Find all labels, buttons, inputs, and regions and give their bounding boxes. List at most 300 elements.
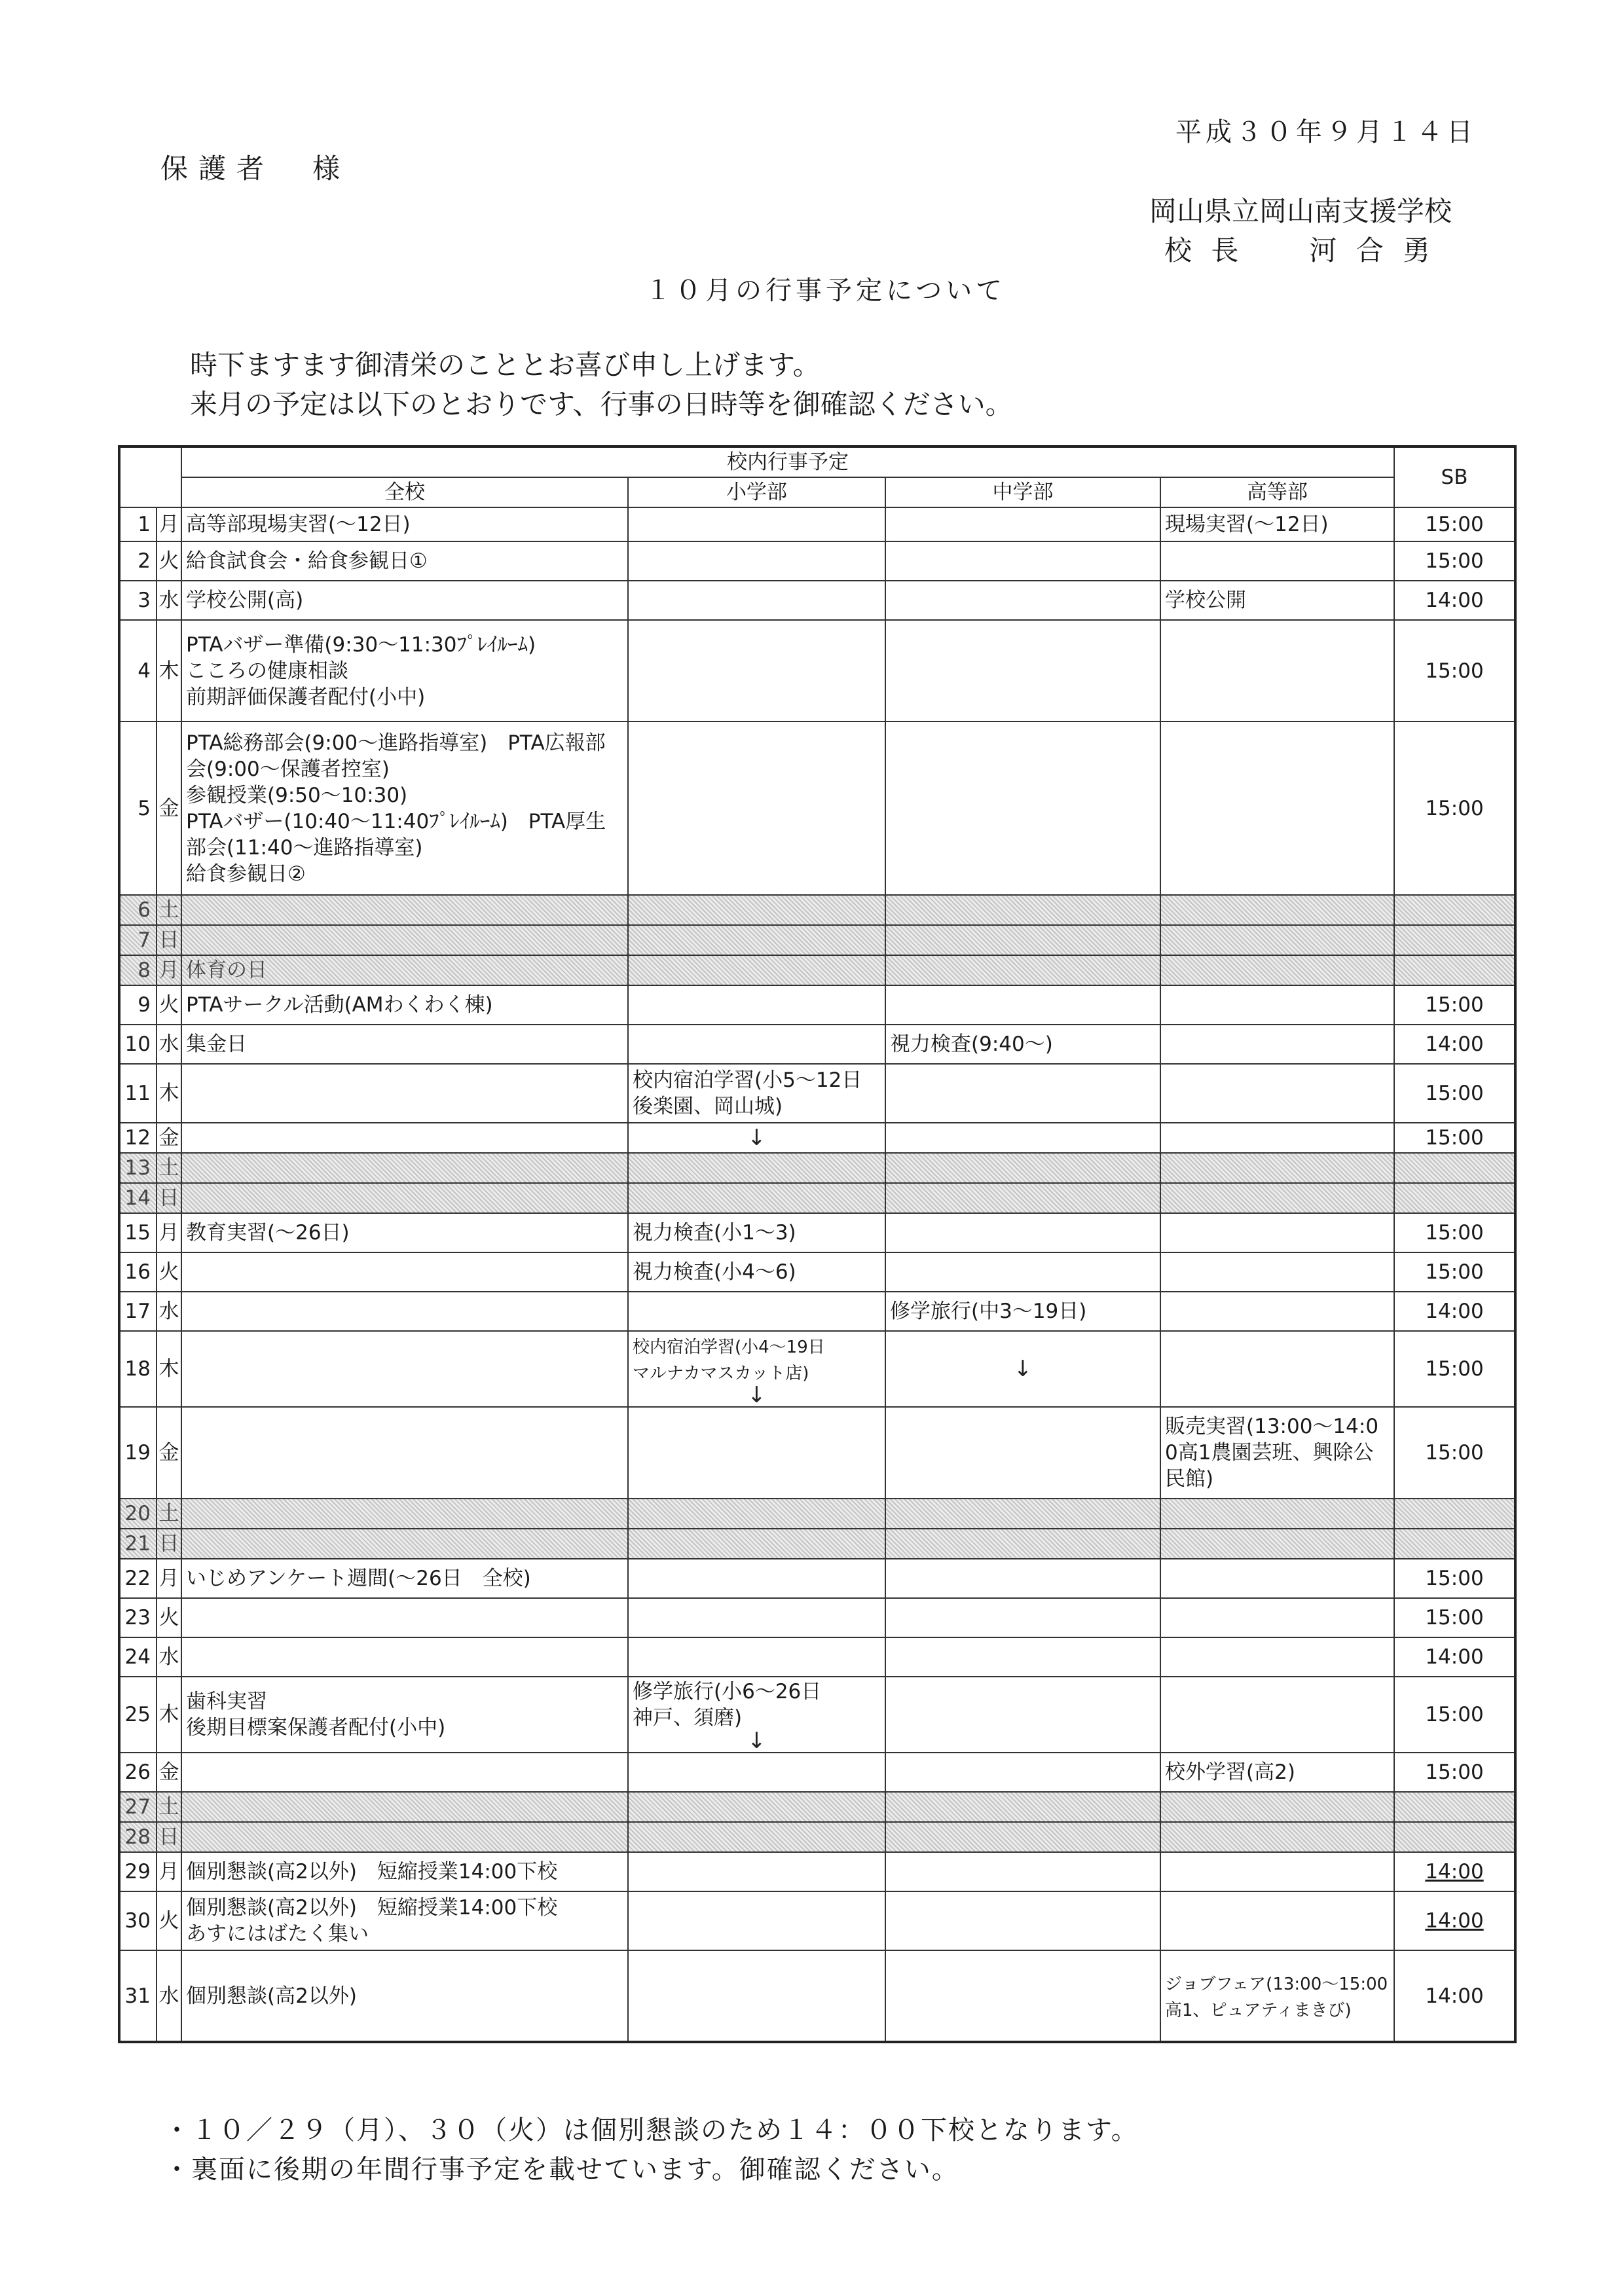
continuation-arrow-icon: ↓ bbox=[747, 1382, 766, 1407]
day-cell-text: 9 bbox=[138, 993, 151, 1017]
high-school-cell bbox=[1160, 1950, 1394, 2042]
junior-cell bbox=[885, 1331, 1160, 1407]
elementary-cell bbox=[628, 1213, 885, 1252]
day-cell bbox=[119, 1499, 157, 1529]
table-row bbox=[119, 1792, 1515, 1822]
sb-cell bbox=[1394, 721, 1515, 895]
sb-cell bbox=[1394, 1822, 1515, 1852]
elementary-cell bbox=[628, 1822, 885, 1852]
day-cell bbox=[119, 1407, 157, 1499]
sb-cell-text: 15:00 bbox=[1425, 1260, 1484, 1284]
sb-cell-text: 15:00 bbox=[1425, 1126, 1484, 1150]
day-cell-text: 14 bbox=[124, 1186, 151, 1210]
all-school-cell bbox=[181, 581, 628, 620]
all-school-cell bbox=[181, 1499, 628, 1529]
table-row bbox=[119, 1025, 1515, 1064]
day-cell-text: 22 bbox=[124, 1567, 151, 1590]
day-cell-text: 18 bbox=[124, 1357, 151, 1381]
junior-cell bbox=[885, 541, 1160, 581]
weekday-cell-text: 金 bbox=[158, 1760, 179, 1784]
day-cell-text: 1 bbox=[138, 513, 151, 536]
table-row bbox=[119, 1677, 1515, 1753]
sb-cell bbox=[1394, 1064, 1515, 1123]
weekday-cell bbox=[157, 1153, 181, 1183]
weekday-cell bbox=[157, 1292, 181, 1331]
day-cell bbox=[119, 620, 157, 721]
sb-cell-text: 15:00 bbox=[1425, 1221, 1484, 1245]
all-school-cell bbox=[181, 541, 628, 581]
sb-cell bbox=[1394, 1252, 1515, 1292]
elementary-cell bbox=[628, 1499, 885, 1529]
weekday-cell bbox=[157, 1407, 181, 1499]
high-school-cell-text: 現場実習(～12日) bbox=[1165, 513, 1329, 536]
sb-cell-text: 15:00 bbox=[1425, 1760, 1484, 1784]
junior-cell bbox=[885, 1852, 1160, 1891]
all-school-cell bbox=[181, 507, 628, 541]
elementary-cell bbox=[628, 1950, 885, 2042]
day-cell bbox=[119, 895, 157, 925]
day-cell-text: 24 bbox=[124, 1645, 151, 1669]
all-school-cell bbox=[181, 1792, 628, 1822]
day-cell-text: 12 bbox=[124, 1126, 151, 1150]
junior-cell bbox=[885, 985, 1160, 1025]
table-row bbox=[119, 507, 1515, 541]
weekday-cell bbox=[157, 895, 181, 925]
junior-cell bbox=[885, 1822, 1160, 1852]
weekday-cell-text: 月 bbox=[158, 1221, 179, 1245]
day-cell bbox=[119, 1559, 157, 1598]
day-cell bbox=[119, 1292, 157, 1331]
high-school-cell bbox=[1160, 620, 1394, 721]
table-row bbox=[119, 1064, 1515, 1123]
high-school-cell-text: 学校公開 bbox=[1165, 589, 1246, 612]
high-school-cell bbox=[1160, 985, 1394, 1025]
schedule-table bbox=[118, 445, 1517, 2043]
weekday-cell bbox=[157, 507, 181, 541]
junior-cell bbox=[885, 1677, 1160, 1753]
table-row bbox=[119, 1499, 1515, 1529]
sb-cell bbox=[1394, 1559, 1515, 1598]
sb-cell bbox=[1394, 1183, 1515, 1213]
high-school-cell bbox=[1160, 1677, 1394, 1753]
weekday-cell-text: 月 bbox=[158, 513, 179, 536]
high-school-cell bbox=[1160, 1123, 1394, 1153]
weekday-cell bbox=[157, 1529, 181, 1559]
weekday-cell-text: 火 bbox=[158, 549, 179, 573]
sb-cell-text: 14:00 bbox=[1425, 1984, 1484, 2008]
high-school-cell bbox=[1160, 955, 1394, 985]
junior-cell bbox=[885, 1064, 1160, 1123]
all-school-cell bbox=[181, 1064, 628, 1123]
continuation-arrow-icon: ↓ bbox=[1013, 1356, 1033, 1382]
high-school-cell bbox=[1160, 1252, 1394, 1292]
header-elementary: 小学部 bbox=[628, 477, 885, 507]
weekday-cell-text: 金 bbox=[158, 1441, 179, 1465]
sb-cell bbox=[1394, 985, 1515, 1025]
day-cell-text: 20 bbox=[124, 1502, 151, 1525]
sb-cell-text: 15:00 bbox=[1425, 513, 1484, 536]
table-row bbox=[119, 620, 1515, 721]
junior-cell bbox=[885, 895, 1160, 925]
table-row bbox=[119, 1331, 1515, 1407]
elementary-cell-text: 校内宿泊学習(小4～19日 マルナカマスカット店) bbox=[633, 1338, 825, 1383]
sb-cell-text: 15:00 bbox=[1425, 1567, 1484, 1590]
junior-cell bbox=[885, 1499, 1160, 1529]
sb-cell-text: 15:00 bbox=[1425, 993, 1484, 1017]
weekday-cell-text: 水 bbox=[158, 1300, 179, 1323]
high-school-cell bbox=[1160, 1292, 1394, 1331]
weekday-cell bbox=[157, 1891, 181, 1950]
elementary-cell-text: 視力検査(小4～6) bbox=[633, 1260, 796, 1284]
all-school-cell bbox=[181, 1950, 628, 2042]
sb-cell bbox=[1394, 955, 1515, 985]
table-row bbox=[119, 1891, 1515, 1950]
weekday-cell bbox=[157, 1822, 181, 1852]
sb-cell bbox=[1394, 1499, 1515, 1529]
weekday-cell bbox=[157, 925, 181, 955]
all-school-cell bbox=[181, 1891, 628, 1950]
all-school-cell bbox=[181, 620, 628, 721]
elementary-cell bbox=[628, 1753, 885, 1792]
note-1: ・１０／２９（月）、３０（火）は個別懇談のため１４：００下校となります。 bbox=[164, 2115, 1139, 2145]
day-cell-text: 26 bbox=[124, 1760, 151, 1784]
elementary-cell bbox=[628, 925, 885, 955]
elementary-cell bbox=[628, 1025, 885, 1064]
junior-cell bbox=[885, 1559, 1160, 1598]
day-cell bbox=[119, 1753, 157, 1792]
day-cell-text: 8 bbox=[138, 958, 151, 982]
header-group: 校内行事予定 bbox=[181, 446, 1394, 477]
weekday-cell-text: 月 bbox=[158, 1567, 179, 1590]
high-school-cell bbox=[1160, 1792, 1394, 1822]
junior-cell bbox=[885, 721, 1160, 895]
all-school-cell-text: 集金日 bbox=[186, 1032, 247, 1056]
weekday-cell-text: 月 bbox=[158, 958, 179, 982]
header-high: 高等部 bbox=[1160, 477, 1394, 507]
weekday-cell bbox=[157, 1852, 181, 1891]
day-cell bbox=[119, 1252, 157, 1292]
junior-cell bbox=[885, 1637, 1160, 1677]
sb-cell bbox=[1394, 1891, 1515, 1950]
sb-cell-text: 14:00 bbox=[1425, 1032, 1484, 1056]
all-school-cell-text: 給食試食会・給食参観日① bbox=[186, 549, 428, 573]
day-cell bbox=[119, 1153, 157, 1183]
elementary-cell bbox=[628, 1677, 885, 1753]
day-cell-text: 25 bbox=[124, 1703, 151, 1726]
elementary-cell bbox=[628, 1123, 885, 1153]
table-row bbox=[119, 1292, 1515, 1331]
all-school-cell bbox=[181, 1822, 628, 1852]
elementary-cell bbox=[628, 1252, 885, 1292]
day-cell bbox=[119, 1025, 157, 1064]
weekday-cell bbox=[157, 1598, 181, 1637]
day-cell-text: 23 bbox=[124, 1606, 151, 1630]
weekday-cell bbox=[157, 620, 181, 721]
sb-cell bbox=[1394, 895, 1515, 925]
weekday-cell bbox=[157, 985, 181, 1025]
all-school-cell bbox=[181, 1637, 628, 1677]
all-school-cell bbox=[181, 1213, 628, 1252]
all-school-cell bbox=[181, 1153, 628, 1183]
weekday-cell-text: 日 bbox=[158, 928, 179, 952]
table-row bbox=[119, 1598, 1515, 1637]
elementary-cell bbox=[628, 895, 885, 925]
weekday-cell bbox=[157, 1025, 181, 1064]
weekday-cell bbox=[157, 1213, 181, 1252]
day-cell bbox=[119, 1637, 157, 1677]
greeting-line-2: 来月の予定は以下のとおりです、行事の日時等を御確認ください。 bbox=[190, 388, 1013, 420]
sb-cell-text: 15:00 bbox=[1425, 1441, 1484, 1465]
day-cell bbox=[119, 1891, 157, 1950]
continuation-arrow-icon: ↓ bbox=[747, 1125, 766, 1151]
table-row bbox=[119, 1407, 1515, 1499]
weekday-cell-text: 土 bbox=[158, 1502, 179, 1525]
weekday-cell bbox=[157, 581, 181, 620]
weekday-cell bbox=[157, 1559, 181, 1598]
all-school-cell-text: 歯科実習 後期目標案保護者配付(小中) bbox=[186, 1690, 446, 1740]
day-cell bbox=[119, 1598, 157, 1637]
weekday-cell-text: 木 bbox=[158, 659, 179, 683]
high-school-cell bbox=[1160, 895, 1394, 925]
elementary-cell bbox=[628, 1183, 885, 1213]
junior-cell bbox=[885, 1213, 1160, 1252]
weekday-cell bbox=[157, 1252, 181, 1292]
elementary-cell bbox=[628, 1559, 885, 1598]
day-cell-text: 30 bbox=[124, 1909, 151, 1933]
sb-cell bbox=[1394, 1792, 1515, 1822]
note-2: ・裏面に後期の年間行事予定を載せています。御確認ください。 bbox=[164, 2155, 959, 2185]
high-school-cell bbox=[1160, 1852, 1394, 1891]
day-cell bbox=[119, 1064, 157, 1123]
weekday-cell bbox=[157, 1331, 181, 1407]
high-school-cell bbox=[1160, 1213, 1394, 1252]
table-row bbox=[119, 1950, 1515, 2042]
weekday-cell-text: 木 bbox=[158, 1082, 179, 1105]
sb-cell bbox=[1394, 1213, 1515, 1252]
day-cell-text: 15 bbox=[124, 1221, 151, 1245]
sb-cell bbox=[1394, 1598, 1515, 1637]
elementary-cell bbox=[628, 1891, 885, 1950]
day-cell bbox=[119, 1852, 157, 1891]
all-school-cell-text: 学校公開(高) bbox=[186, 589, 304, 612]
sb-cell bbox=[1394, 1753, 1515, 1792]
table-row bbox=[119, 721, 1515, 895]
sb-cell bbox=[1394, 1292, 1515, 1331]
elementary-cell bbox=[628, 1331, 885, 1407]
high-school-cell bbox=[1160, 1407, 1394, 1499]
all-school-cell-text: PTA総務部会(9:00～進路指導室) PTA広報部会(9:00～保護者控室) 参観授業(9:50～10:30) PTAバザー(10:40～11:40ﾌﾟﾚｲﾙｰﾑ) PTA厚生部会(11:40～進路指導室) 給食参観日② bbox=[186, 731, 606, 886]
all-school-cell bbox=[181, 1123, 628, 1153]
high-school-cell bbox=[1160, 1753, 1394, 1792]
high-school-cell bbox=[1160, 1598, 1394, 1637]
day-cell bbox=[119, 1950, 157, 2042]
table-row bbox=[119, 925, 1515, 955]
day-cell bbox=[119, 1677, 157, 1753]
all-school-cell bbox=[181, 1252, 628, 1292]
high-school-cell bbox=[1160, 925, 1394, 955]
day-cell bbox=[119, 541, 157, 581]
weekday-cell-text: 金 bbox=[158, 796, 179, 820]
all-school-cell-text: PTAサークル活動(AMわくわく棟) bbox=[186, 993, 493, 1017]
sb-cell-text: 15:00 bbox=[1425, 1606, 1484, 1630]
day-cell bbox=[119, 1183, 157, 1213]
junior-cell bbox=[885, 955, 1160, 985]
sb-cell bbox=[1394, 1852, 1515, 1891]
sb-cell bbox=[1394, 1153, 1515, 1183]
sb-cell bbox=[1394, 925, 1515, 955]
day-cell bbox=[119, 507, 157, 541]
weekday-cell-text: 火 bbox=[158, 1606, 179, 1630]
day-cell-text: 11 bbox=[124, 1082, 151, 1105]
sb-cell-text: 14:00 bbox=[1425, 1909, 1484, 1933]
all-school-cell-text: 個別懇談(高2以外) 短縮授業14:00下校 bbox=[186, 1860, 558, 1884]
all-school-cell bbox=[181, 1183, 628, 1213]
weekday-cell bbox=[157, 1753, 181, 1792]
all-school-cell bbox=[181, 1598, 628, 1637]
table-row bbox=[119, 1559, 1515, 1598]
day-cell-text: 17 bbox=[124, 1300, 151, 1323]
table-row bbox=[119, 1153, 1515, 1183]
weekday-cell-text: 水 bbox=[158, 1984, 179, 2008]
all-school-cell-text: いじめアンケート週間(～26日 全校) bbox=[186, 1567, 531, 1590]
sb-cell-text: 15:00 bbox=[1425, 549, 1484, 573]
table-row bbox=[119, 1213, 1515, 1252]
table-row bbox=[119, 1852, 1515, 1891]
day-cell-text: 4 bbox=[138, 659, 151, 683]
weekday-cell bbox=[157, 1123, 181, 1153]
high-school-cell bbox=[1160, 1529, 1394, 1559]
weekday-cell-text: 木 bbox=[158, 1703, 179, 1726]
day-cell-text: 19 bbox=[124, 1441, 151, 1465]
high-school-cell bbox=[1160, 1153, 1394, 1183]
all-school-cell bbox=[181, 1529, 628, 1559]
high-school-cell bbox=[1160, 541, 1394, 581]
weekday-cell-text: 土 bbox=[158, 1156, 179, 1180]
header-all: 全校 bbox=[181, 477, 628, 507]
sb-cell-text: 15:00 bbox=[1425, 659, 1484, 683]
elementary-cell-text: 視力検査(小1～3) bbox=[633, 1221, 796, 1245]
day-cell-text: 6 bbox=[138, 898, 151, 922]
high-school-cell bbox=[1160, 1025, 1394, 1064]
high-school-cell-text: ジョブフェア(13:00～15:00高1、ピュアティまきび) bbox=[1165, 1974, 1388, 2020]
junior-cell-text: 視力検査(9:40～) bbox=[890, 1032, 1053, 1056]
junior-cell bbox=[885, 1252, 1160, 1292]
elementary-cell bbox=[628, 1598, 885, 1637]
weekday-cell bbox=[157, 721, 181, 895]
day-cell bbox=[119, 1331, 157, 1407]
sb-cell-text: 15:00 bbox=[1425, 796, 1484, 820]
weekday-cell-text: 水 bbox=[158, 1032, 179, 1056]
junior-cell bbox=[885, 1529, 1160, 1559]
junior-cell bbox=[885, 1950, 1160, 2042]
elementary-cell bbox=[628, 1407, 885, 1499]
day-cell bbox=[119, 1822, 157, 1852]
elementary-cell bbox=[628, 507, 885, 541]
table-row bbox=[119, 1183, 1515, 1213]
elementary-cell bbox=[628, 1064, 885, 1123]
all-school-cell bbox=[181, 1677, 628, 1753]
weekday-cell bbox=[157, 1677, 181, 1753]
weekday-cell bbox=[157, 1792, 181, 1822]
table-row bbox=[119, 1822, 1515, 1852]
sb-cell-text: 14:00 bbox=[1425, 1645, 1484, 1669]
table-row bbox=[119, 985, 1515, 1025]
weekday-cell-text: 水 bbox=[158, 589, 179, 612]
sb-cell-text: 14:00 bbox=[1425, 1300, 1484, 1323]
header-corner bbox=[119, 446, 181, 507]
day-cell-text: 2 bbox=[138, 549, 151, 573]
table-row bbox=[119, 1753, 1515, 1792]
addressee: 保護者 様 bbox=[160, 153, 351, 185]
junior-cell bbox=[885, 1183, 1160, 1213]
all-school-cell bbox=[181, 1753, 628, 1792]
sb-cell-text: 15:00 bbox=[1425, 1357, 1484, 1381]
high-school-cell-text: 校外学習(高2) bbox=[1165, 1760, 1295, 1784]
sb-cell bbox=[1394, 541, 1515, 581]
all-school-cell-text: 個別懇談(高2以外) 短縮授業14:00下校 あすにはばたく集い bbox=[186, 1896, 558, 1946]
table-row bbox=[119, 1637, 1515, 1677]
high-school-cell bbox=[1160, 1637, 1394, 1677]
junior-cell bbox=[885, 1792, 1160, 1822]
elementary-cell bbox=[628, 1637, 885, 1677]
high-school-cell bbox=[1160, 1331, 1394, 1407]
high-school-cell bbox=[1160, 1499, 1394, 1529]
table-row bbox=[119, 541, 1515, 581]
day-cell-text: 21 bbox=[124, 1532, 151, 1556]
all-school-cell bbox=[181, 1292, 628, 1331]
principal-name: 校 長 河 合 勇 bbox=[1164, 234, 1436, 266]
high-school-cell-text: 販売実習(13:00～14:00高1農園芸班、興除公民館) bbox=[1165, 1415, 1379, 1491]
weekday-cell-text: 日 bbox=[158, 1532, 179, 1556]
table-row bbox=[119, 1529, 1515, 1559]
all-school-cell-text: PTAバザー準備(9:30～11:30ﾌﾟﾚｲﾙｰﾑ) こころの健康相談 前期評価保護者配付(小中) bbox=[186, 632, 536, 709]
weekday-cell-text: 火 bbox=[158, 993, 179, 1017]
high-school-cell bbox=[1160, 721, 1394, 895]
all-school-cell-text: 高等部現場実習(～12日) bbox=[186, 513, 411, 536]
junior-cell bbox=[885, 1292, 1160, 1331]
junior-cell bbox=[885, 1891, 1160, 1950]
weekday-cell bbox=[157, 1499, 181, 1529]
junior-cell-text: 修学旅行(中3～19日) bbox=[890, 1300, 1087, 1323]
day-cell-text: 28 bbox=[124, 1825, 151, 1849]
sb-cell bbox=[1394, 1637, 1515, 1677]
junior-cell bbox=[885, 1153, 1160, 1183]
day-cell bbox=[119, 955, 157, 985]
day-cell-text: 29 bbox=[124, 1860, 151, 1884]
elementary-cell bbox=[628, 620, 885, 721]
weekday-cell-text: 日 bbox=[158, 1186, 179, 1210]
elementary-cell bbox=[628, 581, 885, 620]
school-name: 岡山県立岡山南支援学校 bbox=[1149, 195, 1452, 227]
all-school-cell-text: 教育実習(～26日) bbox=[186, 1221, 350, 1245]
all-school-cell bbox=[181, 721, 628, 895]
sb-cell-text: 15:00 bbox=[1425, 1703, 1484, 1726]
high-school-cell bbox=[1160, 1891, 1394, 1950]
junior-cell bbox=[885, 581, 1160, 620]
all-school-cell-text: 個別懇談(高2以外) bbox=[186, 1984, 357, 2008]
day-cell bbox=[119, 985, 157, 1025]
all-school-cell bbox=[181, 1407, 628, 1499]
weekday-cell bbox=[157, 1637, 181, 1677]
elementary-cell bbox=[628, 1792, 885, 1822]
day-cell bbox=[119, 1123, 157, 1153]
table-row bbox=[119, 955, 1515, 985]
elementary-cell bbox=[628, 955, 885, 985]
junior-cell bbox=[885, 1753, 1160, 1792]
weekday-cell-text: 土 bbox=[158, 1795, 179, 1819]
day-cell-text: 5 bbox=[138, 796, 151, 820]
elementary-cell bbox=[628, 1292, 885, 1331]
